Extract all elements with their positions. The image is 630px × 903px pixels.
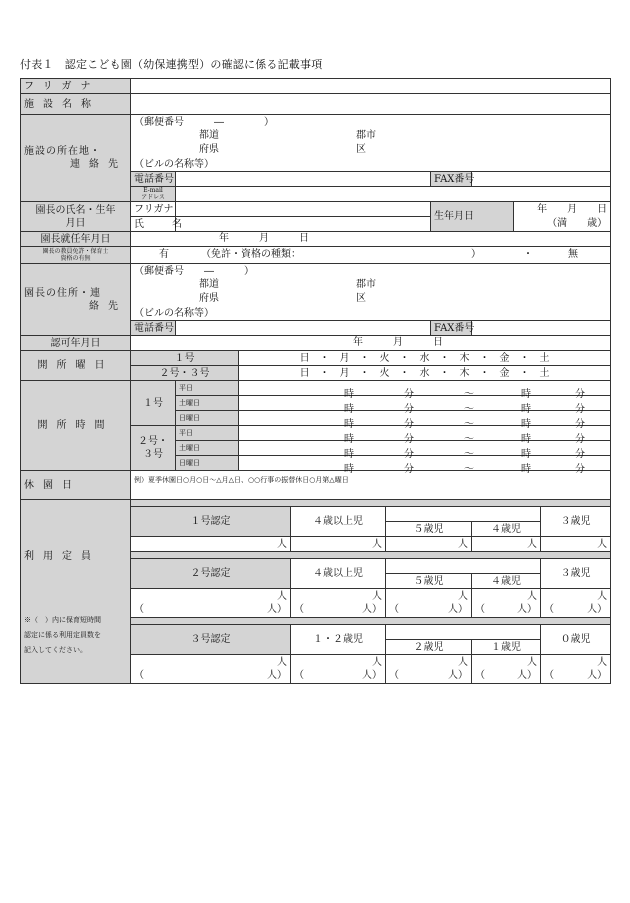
open-hours-group-23-line2: ３号 (143, 449, 163, 460)
location-gunshi: 郡市 (356, 130, 376, 141)
label-capacity-text: 利用定員 (24, 551, 100, 562)
hour-mark: 時 (521, 404, 531, 415)
capacity-g3-age0: ０歳児 (541, 625, 611, 655)
label-location (21, 115, 131, 202)
location-fuken: 府県 (199, 144, 219, 155)
label-location-phone: 電話番号 (131, 172, 176, 187)
capacity-g1-label: １号認定 (131, 507, 291, 537)
location-building[interactable]: （ビルの名称等） (131, 157, 611, 172)
label-open-hours: 開所時間 (21, 381, 131, 471)
address-todo-row[interactable] (131, 278, 611, 292)
location-fax-input[interactable] (472, 172, 611, 187)
capacity-paren-close: 人） (448, 604, 468, 615)
capacity-note-1: ※（ ）内に保育短時間 (24, 616, 101, 624)
open-hours-23-sat[interactable] (239, 441, 611, 460)
open-days-label-23: ２号・３号 (131, 366, 239, 381)
capacity-g1-over4: ４歳以上児 (291, 507, 386, 537)
open-hours-23-weekday[interactable] (239, 426, 611, 445)
open-hours-23-weekday-label: 平日 (176, 426, 239, 441)
holiday-input[interactable]: 例）夏季休園日○月○日～△月△日、○○行事の振替休日○月第△曜日 (131, 471, 611, 500)
open-hours-1-sun-label: 日曜日 (176, 411, 239, 426)
capacity-g3-label: ３号認定 (131, 625, 291, 655)
capacity-g3-age2-value[interactable] (386, 655, 472, 684)
label-open-days: 開所曜日 (21, 351, 131, 381)
capacity-g2-over4-header (386, 559, 541, 574)
open-days-label-1: １号 (131, 351, 239, 366)
license-kinds: （免許・資格の種類： (201, 249, 301, 260)
capacity-note-2: 認定に係る利用定員数を (24, 631, 101, 639)
address-todo: 都道 (199, 279, 219, 290)
capacity-g3-age12: １・２歳児 (291, 625, 386, 655)
open-hours-1-weekday[interactable] (239, 381, 611, 400)
label-director-birth: 生年月日 (431, 202, 514, 232)
capacity-g2-age5-nin: 人 (458, 591, 468, 602)
location-fuken-row[interactable] (131, 143, 611, 157)
minute-mark: 分 (404, 389, 414, 400)
hour-mark: 時 (344, 419, 354, 430)
capacity-paren-close: 人） (587, 670, 608, 681)
capacity-paren-open: （ (544, 670, 554, 681)
capacity-paren-open: （ (544, 604, 554, 615)
capacity-paren-open: （ (475, 670, 485, 681)
hour-mark: 時 (521, 449, 531, 460)
license-close: ） (471, 249, 481, 260)
capacity-g3-age12-nin: 人 (372, 657, 382, 668)
label-license-line2: 資格の有無 (60, 255, 91, 262)
tilde-mark: ～ (464, 449, 474, 460)
form-table (20, 78, 611, 684)
open-hours-group-23 (131, 426, 176, 471)
open-hours-group-23-line1: ２号・ (138, 436, 168, 447)
capacity-g3-age0-nin: 人 (597, 657, 608, 668)
capacity-g2-age3-nin: 人 (597, 591, 608, 602)
minute-mark: 分 (575, 434, 585, 445)
license-row[interactable] (131, 247, 611, 264)
capacity-g1-age4-value[interactable]: 人 (472, 537, 541, 552)
capacity-g3-age0-value[interactable] (541, 655, 611, 684)
capacity-paren-close: 人） (362, 670, 382, 681)
license-yes[interactable]: 有 (159, 249, 169, 260)
label-director-line2: 月日 (65, 217, 86, 229)
open-hours-1-sun[interactable] (239, 411, 611, 430)
label-license-line1: 園長の教員免許・保育士 (42, 248, 109, 255)
capacity-spacer-1 (131, 500, 611, 507)
address-phone-input[interactable] (176, 321, 431, 336)
capacity-paren-close: 人） (267, 670, 287, 681)
open-days-row-1[interactable]: 日 ・ 月 ・ 火 ・ 水 ・ 木 ・ 金 ・ 土 (239, 351, 611, 366)
capacity-paren-open: （ (294, 604, 304, 615)
hour-mark: 時 (344, 434, 354, 445)
location-ku: 区 (356, 144, 366, 155)
label-location-line1: 施設の所在地・ (24, 146, 101, 157)
capacity-paren-close: 人） (362, 604, 382, 615)
label-license (21, 247, 131, 264)
capacity-paren-open: （ (389, 604, 399, 615)
capacity-paren-open: （ (389, 670, 399, 681)
license-dot: ・ (523, 249, 533, 260)
capacity-g3-total-nin: 人 (277, 657, 287, 668)
label-director-line1: 園長の氏名・生年 (35, 204, 116, 216)
capacity-paren-open: （ (475, 604, 485, 615)
minute-mark: 分 (575, 404, 585, 415)
capacity-g1-age5-value[interactable]: 人 (386, 537, 472, 552)
minute-mark: 分 (404, 464, 414, 475)
license-no[interactable]: 無 (568, 249, 578, 260)
label-approval: 認可年月日 (21, 336, 131, 351)
capacity-g3-age2: ２歳児 (386, 640, 472, 655)
director-name-input[interactable] (176, 217, 431, 232)
minute-mark: 分 (404, 419, 414, 430)
tilde-mark: ～ (464, 464, 474, 475)
capacity-g1-total[interactable]: 人 (131, 537, 291, 552)
capacity-paren-close: 人） (587, 604, 608, 615)
open-hours-23-sun[interactable] (239, 456, 611, 475)
hour-mark: 時 (344, 449, 354, 460)
capacity-spacer-2 (131, 552, 611, 559)
tilde-mark: ～ (464, 404, 474, 415)
director-age[interactable]: （満 歳） (514, 217, 611, 232)
capacity-g2-total-nin: 人 (277, 591, 287, 602)
capacity-g3-age1-nin: 人 (527, 657, 537, 668)
label-furigana: フリガナ (21, 79, 131, 94)
label-capacity (21, 500, 131, 684)
location-todo-row[interactable] (131, 129, 611, 143)
capacity-spacer-3 (131, 618, 611, 625)
address-fax-input[interactable] (472, 321, 611, 336)
capacity-g2-over4-nin: 人 (372, 591, 382, 602)
label-director-address (21, 264, 131, 336)
open-hours-1-sat-label: 土曜日 (176, 396, 239, 411)
location-todo: 都道 (199, 130, 219, 141)
capacity-note-3: 記入してください。 (24, 646, 87, 654)
hour-mark: 時 (344, 389, 354, 400)
capacity-paren-open: （ (134, 604, 144, 615)
capacity-g3-total[interactable] (131, 655, 291, 684)
label-holiday: 休園日 (21, 471, 131, 500)
open-hours-23-sun-label: 日曜日 (176, 456, 239, 471)
label-director (21, 202, 131, 232)
minute-mark: 分 (404, 404, 414, 415)
location-phone-input[interactable] (176, 172, 431, 187)
location-email-input[interactable] (176, 187, 611, 202)
capacity-g2-total[interactable] (131, 589, 291, 618)
hour-mark: 時 (344, 464, 354, 475)
label-address-fax: FAX番号 (431, 321, 472, 336)
capacity-g2-over4: ４歳以上児 (291, 559, 386, 589)
minute-mark: 分 (575, 464, 585, 475)
location-postal[interactable]: （郵便番号 ― ） (131, 115, 611, 130)
capacity-g3-age1: １歳児 (472, 640, 541, 655)
address-postal[interactable]: （郵便番号 ― ） (131, 264, 611, 279)
capacity-paren-close: 人） (448, 670, 468, 681)
form-sheet (20, 78, 611, 684)
tilde-mark: ～ (464, 419, 474, 430)
address-ku: 区 (356, 293, 366, 304)
furigana-input[interactable] (131, 79, 611, 94)
label-director-name: 氏 名 (131, 217, 176, 232)
capacity-paren-close: 人） (267, 604, 287, 615)
address-fuken: 府県 (199, 293, 219, 304)
label-director-furigana: フリガナ (131, 202, 176, 217)
open-hours-1-weekday-label: 平日 (176, 381, 239, 396)
capacity-g1-over4-header (386, 507, 541, 522)
open-hours-23-sat-label: 土曜日 (176, 441, 239, 456)
capacity-g1-age3: ３歳児 (541, 507, 611, 537)
address-fuken-row[interactable] (131, 292, 611, 306)
director-furigana-input[interactable] (176, 202, 431, 217)
minute-mark: 分 (575, 449, 585, 460)
capacity-g1-age5: ５歳児 (386, 522, 472, 537)
capacity-g2-age4: ４歳児 (472, 574, 541, 589)
capacity-g2-over4-value[interactable] (291, 589, 386, 618)
capacity-paren-close: 人） (517, 670, 537, 681)
address-building[interactable]: （ビルの名称等） (131, 306, 611, 321)
hour-mark: 時 (521, 464, 531, 475)
hour-mark: 時 (521, 434, 531, 445)
capacity-g1-age3-value[interactable]: 人 (541, 537, 611, 552)
approval-date[interactable] (131, 336, 611, 351)
label-email-line2: アドレス (141, 194, 165, 201)
minute-mark: 分 (404, 449, 414, 460)
capacity-g2-age5-value[interactable] (386, 589, 472, 618)
minute-mark: 分 (575, 389, 585, 400)
hour-mark: 時 (521, 419, 531, 430)
label-location-fax: FAX番号 (431, 172, 472, 187)
capacity-paren-close: 人） (517, 604, 537, 615)
hour-mark: 時 (521, 389, 531, 400)
capacity-g3-age2-nin: 人 (458, 657, 468, 668)
tilde-mark: ～ (464, 389, 474, 400)
capacity-g3-age12-value[interactable] (291, 655, 386, 684)
capacity-g2-age3: ３歳児 (541, 559, 611, 589)
capacity-g2-label: ２号認定 (131, 559, 291, 589)
open-days-row-23[interactable]: 日 ・ 月 ・ 火 ・ 水 ・ 木 ・ 金 ・ 土 (239, 366, 611, 381)
tilde-mark: ～ (464, 434, 474, 445)
facility-name-input[interactable] (131, 94, 611, 115)
label-facility-name: 施設名称 (21, 94, 131, 115)
label-email-line1: E-mail (143, 187, 163, 194)
label-location-email (131, 187, 176, 202)
form-title: 付表１ 認定こども園（幼保連携型）の確認に係る記載事項 (20, 58, 323, 71)
capacity-g1-over4-value[interactable]: 人 (291, 537, 386, 552)
hour-mark: 時 (344, 404, 354, 415)
minute-mark: 分 (575, 419, 585, 430)
capacity-g1-age4: ４歳児 (472, 522, 541, 537)
label-appointment: 園長就任年月日 (21, 232, 131, 247)
capacity-g3-age1-value[interactable] (472, 655, 541, 684)
capacity-paren-open: （ (294, 670, 304, 681)
capacity-g2-age5: ５歳児 (386, 574, 472, 589)
capacity-g2-age3-value[interactable] (541, 589, 611, 618)
appointment-ymd: 年 月 日 (219, 233, 309, 244)
appointment-date[interactable] (131, 232, 611, 247)
capacity-g2-age4-nin: 人 (527, 591, 537, 602)
label-address-line1: 園長の住所・連 (24, 287, 101, 299)
capacity-g2-age4-value[interactable] (472, 589, 541, 618)
label-address-phone: 電話番号 (131, 321, 176, 336)
address-gunshi: 郡市 (356, 279, 376, 290)
director-birth-ymd[interactable]: 年 月 日 (514, 202, 611, 217)
minute-mark: 分 (404, 434, 414, 445)
label-address-line2: 絡先 (89, 300, 127, 312)
approval-ymd: 年 月 日 (353, 337, 443, 348)
capacity-paren-open: （ (134, 670, 144, 681)
open-hours-1-sat[interactable] (239, 396, 611, 415)
open-hours-group-1: １号 (131, 381, 176, 426)
capacity-g3-age12-header (386, 625, 541, 640)
label-location-line2: 連絡先 (70, 159, 127, 170)
